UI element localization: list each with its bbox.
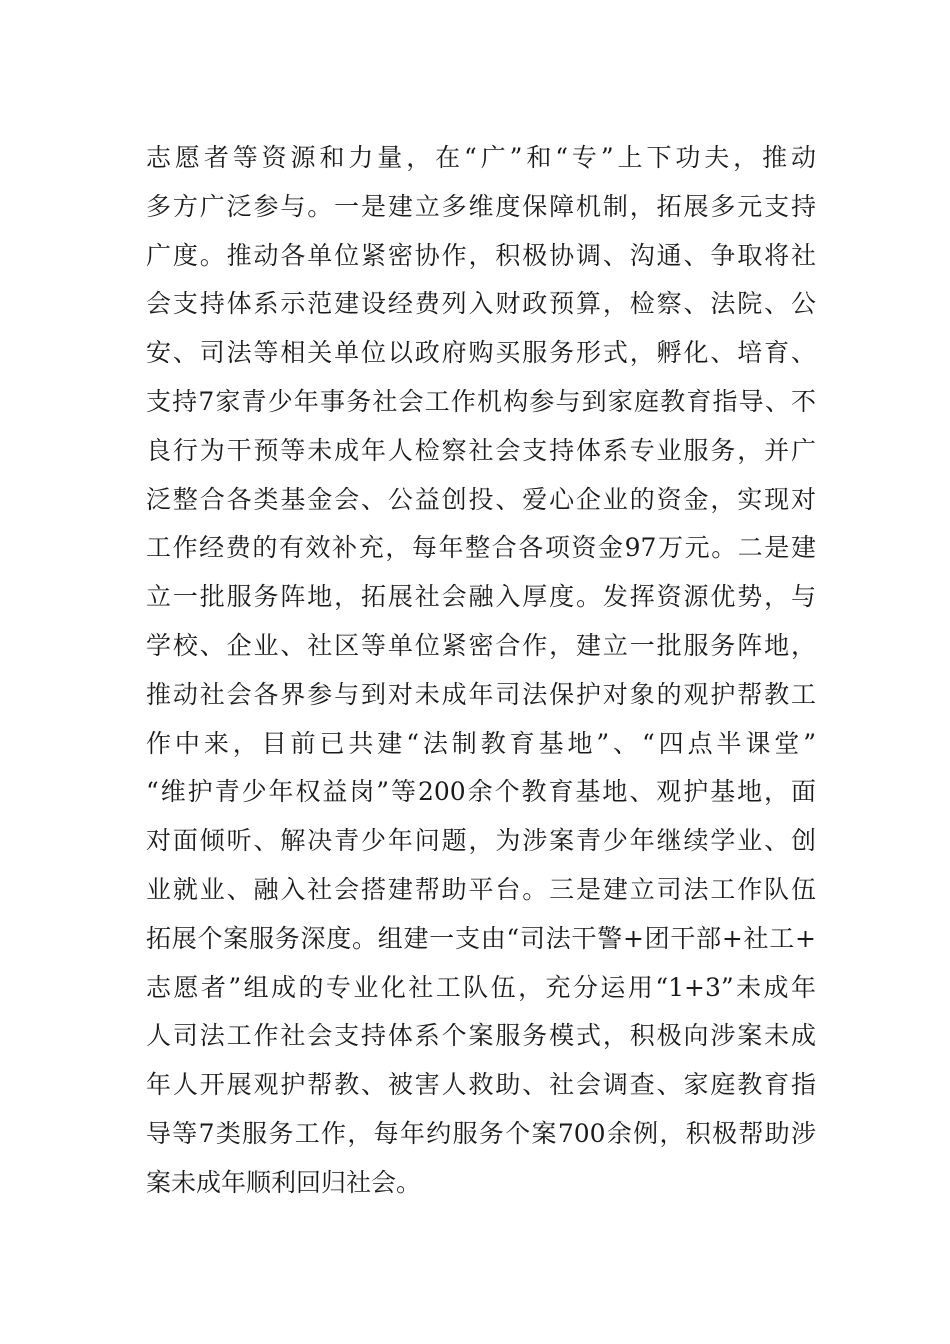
text-line: 多方广泛参与。一是建立多维度保障机制，拓展多元支持 [146,191,816,221]
text-line: 作中来，目前已共建“法制教育基地”、“四点半课堂” [146,728,816,758]
text-line: 会支持体系示范建设经费列入财政预算，检察、法院、公 [146,289,816,319]
text-line: 泛整合各类基金会、公益创投、爱心企业的资金，实现对 [146,484,816,514]
text-line: 导等7类服务工作，每年约服务个案700余例，积极帮助涉 [146,1118,816,1148]
text-line: 推动社会各界参与到对未成年司法保护对象的观护帮教工 [146,679,816,709]
text-line: 广度。推动各单位紧密协作，积极协调、沟通、争取将社 [146,240,816,270]
text-line: 人司法工作社会支持体系个案服务模式，积极向涉案未成 [146,1021,816,1051]
text-line: 年人开展观护帮教、被害人救助、社会调查、家庭教育指 [146,1070,816,1100]
text-line: 立一批服务阵地，拓展社会融入厚度。发挥资源优势，与 [146,582,816,612]
text-line: 志愿者等资源和力量，在“广”和“专”上下功夫，推动 [146,143,816,172]
text-line: “维护青少年权益岗”等200余个教育基地、观护基地，面 [146,777,816,807]
text-line: 业就业、融入社会搭建帮助平台。三是建立司法工作队伍 [146,874,816,904]
text-line: 良行为干预等未成年人检察社会支持体系专业服务，并广 [146,435,816,465]
text-line: 拓展个案服务深度。组建一支由“司法干警+团干部+社工+ [146,923,816,953]
text-line: 志愿者”组成的专业化社工队伍，充分运用“1+3”未成年 [146,972,816,1002]
text-line: 案未成年顺利回归社会。 [146,1167,422,1197]
body-paragraph [146,134,816,1208]
text-line: 学校、企业、社区等单位紧密合作，建立一批服务阵地， [146,630,816,660]
text-line: 安、司法等相关单位以政府购买服务形式，孵化、培育、 [146,338,816,368]
text-line: 对面倾听、解决青少年问题，为涉案青少年继续学业、创 [146,826,816,856]
text-line: 支持7家青少年事务社会工作机构参与到家庭教育指导、不 [146,386,816,416]
text-line: 工作经费的有效补充，每年整合各项资金97万元。二是建 [146,533,816,563]
